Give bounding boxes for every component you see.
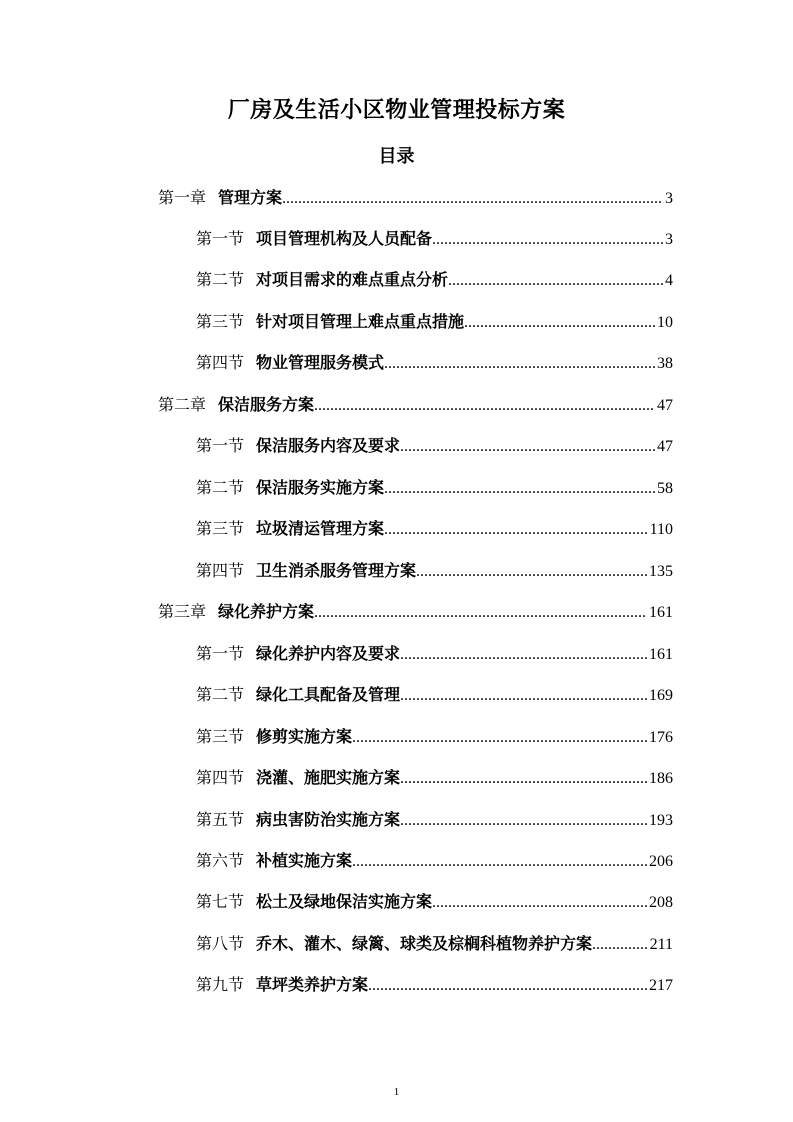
toc-entry-title: 草坪类养护方案 <box>256 975 369 994</box>
toc-entry-number: 第三章 <box>158 602 207 621</box>
toc-entry-section[interactable] <box>196 517 673 542</box>
toc-entry-page: 10 <box>657 314 673 331</box>
toc-entry-section[interactable] <box>196 808 673 833</box>
toc-entry-title: 绿化养护方案 <box>218 602 315 621</box>
toc-entry-title: 保洁服务方案 <box>218 395 315 414</box>
toc-entry-section[interactable] <box>196 351 673 376</box>
toc-entry-section[interactable] <box>196 268 673 293</box>
toc-entry-page: 47 <box>657 438 673 455</box>
toc-entry-title: 对项目需求的难点重点分析 <box>256 270 449 289</box>
toc-entry-page: 169 <box>649 687 673 704</box>
toc-entry-title: 松土及绿地保洁实施方案 <box>256 892 433 911</box>
toc-entry-section[interactable] <box>196 683 673 708</box>
toc-entry-title: 保洁服务内容及要求 <box>256 436 401 455</box>
toc-entry-page: 38 <box>657 355 673 372</box>
toc-entry-title: 垃圾清运管理方案 <box>256 519 385 538</box>
toc-entry-title: 乔木、灌木、绿篱、球类及棕榈科植物养护方案 <box>256 934 593 953</box>
toc-entry-chapter-2[interactable] <box>158 393 673 418</box>
toc-entry-title: 针对项目管理上难点重点措施 <box>256 312 465 331</box>
page-number: 1 <box>393 1086 400 1098</box>
document-title: 厂房及生活小区物业管理投标方案 <box>227 98 566 123</box>
toc-dot-leader <box>384 351 655 375</box>
toc-dot-leader <box>314 393 655 417</box>
toc-entry-page: 186 <box>649 770 673 787</box>
toc-entry-number: 第二节 <box>196 685 245 704</box>
toc-entry-section[interactable] <box>196 227 673 252</box>
toc-entry-page: 211 <box>649 936 673 953</box>
toc-entry-title: 管理方案 <box>218 188 283 207</box>
toc-entry-number: 第三节 <box>196 312 245 331</box>
toc-entry-section[interactable] <box>196 559 673 584</box>
toc-entry-number: 第二节 <box>196 270 245 289</box>
toc-dot-leader <box>448 268 663 292</box>
toc-dot-leader <box>352 725 647 749</box>
toc-entry-section[interactable] <box>196 434 673 459</box>
toc-entry-page: 208 <box>649 894 673 911</box>
toc-entry-title: 浇灌、施肥实施方案 <box>256 768 401 787</box>
toc-entry-number: 第七节 <box>196 892 245 911</box>
toc-dot-leader <box>432 890 647 914</box>
toc-entry-section[interactable] <box>196 973 673 998</box>
toc-entry-page: 161 <box>649 646 673 663</box>
toc-entry-number: 第四节 <box>196 353 245 372</box>
toc-dot-leader <box>282 186 663 210</box>
toc-dot-leader <box>592 932 648 956</box>
toc-dot-leader <box>400 434 655 458</box>
toc-dot-leader <box>416 559 647 583</box>
toc-entry-section[interactable] <box>196 476 673 501</box>
toc-entry-page: 3 <box>665 190 673 207</box>
toc-heading: 目录 <box>378 146 415 167</box>
toc-entry-title: 补植实施方案 <box>256 851 353 870</box>
toc-entry-number: 第三节 <box>196 727 245 746</box>
toc-entry-section[interactable] <box>196 890 673 915</box>
toc-entry-page: 206 <box>649 853 673 870</box>
toc-dot-leader <box>400 683 647 707</box>
toc-entry-number: 第一节 <box>196 644 245 663</box>
toc-entry-number: 第一节 <box>196 436 245 455</box>
toc-dot-leader <box>400 642 647 666</box>
toc-dot-leader <box>384 517 648 541</box>
toc-entry-page: 217 <box>649 977 673 994</box>
toc-entry-title: 项目管理机构及人员配备 <box>256 229 433 248</box>
toc-entry-title: 保洁服务实施方案 <box>256 478 385 497</box>
toc-dot-leader <box>400 766 647 790</box>
toc-entry-title: 绿化工具配备及管理 <box>256 685 401 704</box>
toc-entry-page: 3 <box>665 231 673 248</box>
toc-dot-leader <box>352 849 647 873</box>
toc-dot-leader <box>432 227 663 251</box>
toc-entry-title: 病虫害防治实施方案 <box>256 810 401 829</box>
toc-entry-page: 135 <box>649 563 673 580</box>
toc-entry-section[interactable] <box>196 766 673 791</box>
toc-entry-section[interactable] <box>196 310 673 335</box>
toc-entry-section[interactable] <box>196 932 673 957</box>
toc-entry-number: 第一章 <box>158 188 207 207</box>
toc-entry-page: 110 <box>649 521 673 538</box>
toc-entry-title: 修剪实施方案 <box>256 727 353 746</box>
toc-entry-number: 第五节 <box>196 810 245 829</box>
toc-entry-section[interactable] <box>196 849 673 874</box>
toc-entry-title: 卫生消杀服务管理方案 <box>256 561 417 580</box>
toc-entry-chapter-1[interactable] <box>158 186 673 211</box>
toc-entry-page: 176 <box>649 729 673 746</box>
toc-entry-number: 第二章 <box>158 395 207 414</box>
toc-entry-page: 161 <box>649 604 673 621</box>
toc-entry-page: 4 <box>665 272 673 289</box>
toc-dot-leader <box>368 973 647 997</box>
toc-dot-leader <box>384 476 655 500</box>
toc-dot-leader <box>464 310 655 334</box>
toc-dot-leader <box>314 600 647 624</box>
toc-entry-number: 第八节 <box>196 934 245 953</box>
toc-entry-number: 第九节 <box>196 975 245 994</box>
toc-entry-title: 绿化养护内容及要求 <box>256 644 401 663</box>
toc-entry-section[interactable] <box>196 642 673 667</box>
toc-entry-section[interactable] <box>196 725 673 750</box>
toc-entry-page: 193 <box>649 812 673 829</box>
toc-entry-number: 第三节 <box>196 519 245 538</box>
toc-entry-title: 物业管理服务模式 <box>256 353 385 372</box>
toc-entry-number: 第二节 <box>196 478 245 497</box>
toc-entry-number: 第四节 <box>196 768 245 787</box>
toc-entry-number: 第六节 <box>196 851 245 870</box>
toc-entry-page: 47 <box>657 397 673 414</box>
toc-entry-number: 第一节 <box>196 229 245 248</box>
toc-entry-page: 58 <box>657 480 673 497</box>
toc-entry-number: 第四节 <box>196 561 245 580</box>
toc-dot-leader <box>400 808 647 832</box>
toc-entry-chapter-3[interactable] <box>158 600 673 625</box>
